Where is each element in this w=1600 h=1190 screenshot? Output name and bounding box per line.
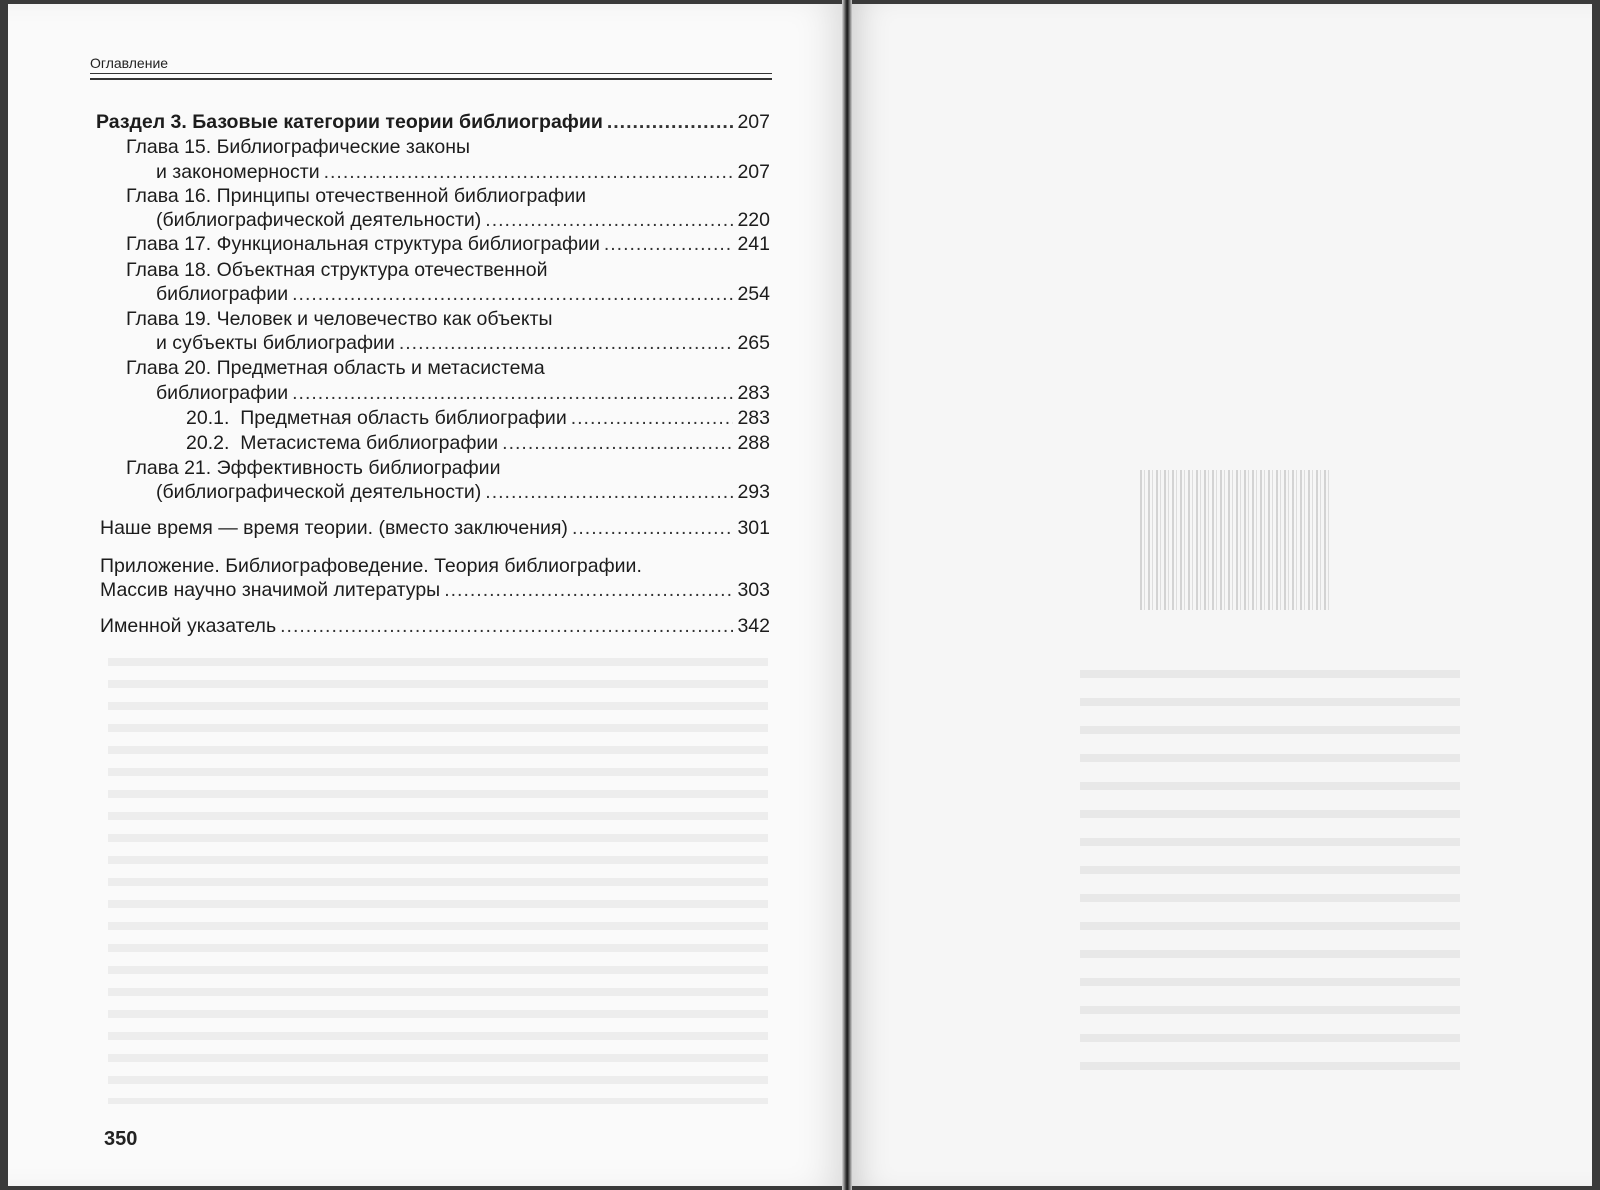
toc-entry-ch17 — [126, 232, 770, 256]
leader-dots — [607, 110, 734, 134]
toc-entry-ch15 — [156, 160, 770, 184]
toc-entry-ch21-line1: Глава 21. Эффективность библиографии — [126, 457, 501, 479]
toc-entry-ch18 — [156, 282, 770, 306]
toc-entry-ch20 — [156, 381, 770, 405]
toc-entry-ch20-line1: Глава 20. Предметная область и метасистема — [126, 357, 545, 379]
toc-entry-ch15-line1: Глава 15. Библиографические законы — [126, 136, 471, 158]
page-number: 350 — [104, 1128, 138, 1150]
toc-entry-page: 254 — [737, 283, 770, 305]
leader-dots — [292, 381, 733, 405]
toc-entry-title: (библиографической деятельности) — [156, 209, 482, 231]
toc-entry-ch20-1 — [186, 406, 770, 430]
toc-entry-ch18-line1: Глава 18. Объектная структура отечественной — [126, 259, 548, 281]
toc-entry-ch21 — [156, 480, 770, 504]
toc-entry-ch16 — [156, 208, 770, 232]
toc-entry-page: 220 — [737, 209, 770, 231]
toc-entry-title: Массив научно значимой литературы — [100, 579, 441, 601]
toc-entry-page: 342 — [737, 615, 770, 637]
toc-entry-title: и закономерности — [156, 161, 320, 183]
toc-entry-page: 301 — [737, 517, 770, 539]
bleed-through-text — [108, 644, 768, 1104]
leader-dots — [280, 614, 733, 638]
toc-entry-title: библиографии — [156, 283, 289, 305]
header-rule — [90, 73, 772, 74]
toc-entry-page: 303 — [737, 579, 770, 601]
leader-dots — [444, 578, 733, 602]
leader-dots — [292, 282, 733, 306]
toc-entry-title: 20.2. Метасистема библиографии — [186, 432, 499, 454]
toc-entry-appendix-line1: Приложение. Библиографоведение. Теория библиографии. — [100, 555, 642, 577]
leader-dots — [604, 232, 734, 256]
toc-entry-title: и субъекты библиографии — [156, 332, 395, 354]
toc-entry-ch16-line1: Глава 16. Принципы отечественной библиографии — [126, 185, 586, 207]
toc-entry-title: Наше время — время теории. (вместо заключения) — [100, 517, 568, 539]
leader-dots — [572, 516, 734, 540]
toc-entry-conclusion — [100, 516, 770, 540]
toc-entry-section3 — [96, 110, 770, 134]
toc-entry-page: 283 — [737, 407, 770, 429]
leader-dots — [485, 208, 733, 232]
bleed-through-barcode — [1140, 470, 1330, 610]
bleed-through-imprint — [1080, 650, 1460, 1080]
toc-entry-page: 283 — [737, 382, 770, 404]
toc-entry-ch19-line1: Глава 19. Человек и человечество как объекты — [126, 308, 553, 330]
leader-dots — [399, 331, 734, 355]
toc-entry-page: 241 — [737, 233, 770, 255]
book-gutter — [842, 0, 852, 1190]
toc-entry-page: 207 — [737, 161, 770, 183]
toc-entry-page: 265 — [737, 332, 770, 354]
toc-entry-title: Раздел 3. Базовые категории теории библиографии — [96, 111, 603, 133]
toc-entry-title: Глава 17. Функциональная структура библиографии — [126, 233, 600, 255]
toc-entry-index — [100, 614, 770, 638]
toc-entry-ch19 — [156, 331, 770, 355]
toc-entry-page: 288 — [737, 432, 770, 454]
leader-dots — [324, 160, 734, 184]
toc-entry-title: (библиографической деятельности) — [156, 481, 482, 503]
leader-dots — [571, 406, 734, 430]
toc-entry-title: библиографии — [156, 382, 289, 404]
running-head: Оглавление — [90, 55, 169, 71]
toc-entry-appendix — [100, 578, 770, 602]
toc-entry-page: 293 — [737, 481, 770, 503]
toc-entry-page: 207 — [737, 111, 770, 133]
toc-entry-title: Именной указатель — [100, 615, 277, 637]
header-rule-thick — [90, 78, 772, 80]
leader-dots — [485, 480, 733, 504]
toc-entry-title: 20.1. Предметная область библиографии — [186, 407, 567, 429]
leader-dots — [502, 431, 733, 455]
toc-entry-ch20-2 — [186, 431, 770, 455]
